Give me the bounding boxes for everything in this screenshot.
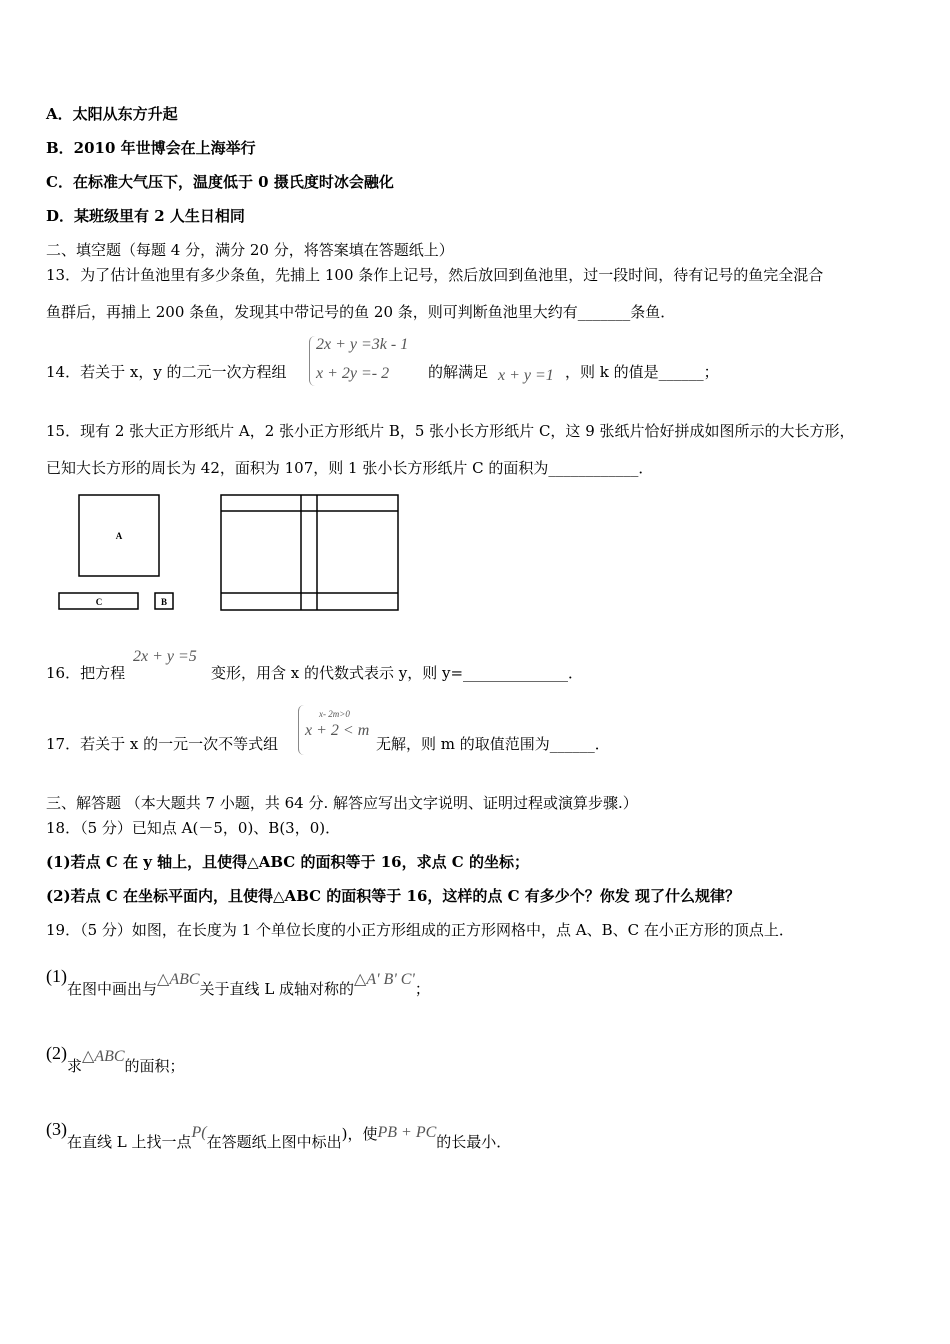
q14-suffix: ，则 k 的值是______； (565, 363, 719, 381)
q16-suffix: 变形，用含 x 的代数式表示 y，则 y=______________． (211, 664, 584, 682)
q19-p3-text-a: 在直线 L 上找一点 (67, 1133, 192, 1151)
q15-line2: 已知大长方形的周长为 42，面积为 107，则 1 张小长方形纸片 C 的面积为____________． (46, 459, 654, 477)
q18-stem: 18．（5 分）已知点 A(－5，0)、B(3，0)． (46, 819, 341, 837)
q19-p3-expression: PB + PC (377, 1124, 437, 1141)
q19-p1-text-a: 在图中画出与 (67, 980, 158, 998)
q19-p2-number: (2) (46, 1043, 67, 1063)
q19-p2-triangle: △ABC (82, 1048, 125, 1065)
q19-p1-triangle-prime: △A' B' C' (354, 971, 415, 988)
q18-part2: (2)若点 C 在坐标平面内，且使得△ABC 的面积等于 16，这样的点 C 有多少个？你发 现了什么规律？ (46, 887, 741, 905)
q14-eq2: x + 2y =- 2 (316, 365, 390, 382)
q17-ineq2: x + 2 < m (305, 722, 370, 739)
q19-p3-text-d: 的长最小． (436, 1133, 512, 1151)
option-d: D．某班级里有 2 人生日相同 (46, 207, 245, 225)
q16-prefix: 16．把方程 (46, 664, 126, 682)
q19-p1-text-b: 关于直线 L 成轴对称的 (199, 980, 355, 998)
q19-part1 (46, 966, 430, 998)
q17-prefix: 17．若关于 x 的一元一次不等式组 (46, 735, 279, 753)
section3-heading: 三、解答题 （本大题共 7 小题，共 64 分. 解答应写出文字说明、证明过程或演算步骤.） (46, 794, 638, 812)
q17-brace (298, 705, 304, 755)
label-a: A (115, 531, 123, 541)
q19-p3-text-b: 在答题纸上图中标出 (206, 1133, 342, 1151)
option-c: C．在标准大气压下，温度低于 0 摄氏度时冰会融化 (46, 173, 394, 191)
q19-p3-number: (3) (46, 1119, 67, 1139)
q14-prefix: 14．若关于 x，y 的二元一次方程组 (46, 363, 287, 381)
q17-ineq1: x- 2m>0 (319, 709, 350, 719)
q19-stem: 19．（5 分）如图，在长度为 1 个单位长度的小正方形组成的正方形网格中，点 A、B、C 在小正方形的顶点上． (46, 921, 794, 939)
q19-p1-triangle: △ABC (157, 971, 200, 988)
q19-part3 (46, 1119, 512, 1151)
option-b: B．2010 年世博会在上海举行 (46, 139, 256, 157)
q15-figure (55, 490, 405, 615)
q14-eq1: 2x + y =3k - 1 (316, 336, 409, 353)
q14-middle: 的解满足 (428, 363, 489, 381)
q13-line1: 13．为了估计鱼池里有多少条鱼，先捕上 100 条作上记号，然后放回到鱼池里，过一段时间，待有记号的鱼完全混合 (46, 266, 824, 284)
q16-equation: 2x + y =5 (133, 648, 197, 665)
q19-p3-text-c: )，使 (341, 1125, 378, 1143)
q14-brace (309, 336, 316, 386)
q19-p1-number: (1) (46, 966, 67, 986)
q19-part2 (46, 1043, 185, 1075)
option-a: A．太阳从东方升起 (46, 105, 178, 123)
q19-p1-end: ； (414, 980, 430, 998)
q17-suffix: 无解，则 m 的取值范围为______． (376, 735, 610, 753)
q19-p3-point: P( (191, 1124, 207, 1141)
section2-heading: 二、填空题（每题 4 分，满分 20 分，将答案填在答题纸上） (46, 241, 454, 259)
q13-line2: 鱼群后，再捕上 200 条鱼，发现其中带记号的鱼 20 条，则可判断鱼池里大约有_______条鱼． (46, 303, 676, 321)
q18-part1: (1)若点 C 在 y 轴上，且使得△ABC 的面积等于 16，求点 C 的坐标； (46, 853, 529, 871)
q15-line1: 15．现有 2 张大正方形纸片 A，2 张小正方形纸片 B，5 张小长方形纸片 C，这 9 张纸片恰好拼成如图所示的大长方形， (46, 422, 855, 440)
q14-condition: x + y =1 (498, 367, 554, 384)
label-c: C (95, 597, 103, 607)
q19-p2-text-b: 的面积； (124, 1057, 185, 1075)
label-b: B (160, 597, 168, 607)
q19-p2-text-a: 求 (67, 1057, 83, 1075)
